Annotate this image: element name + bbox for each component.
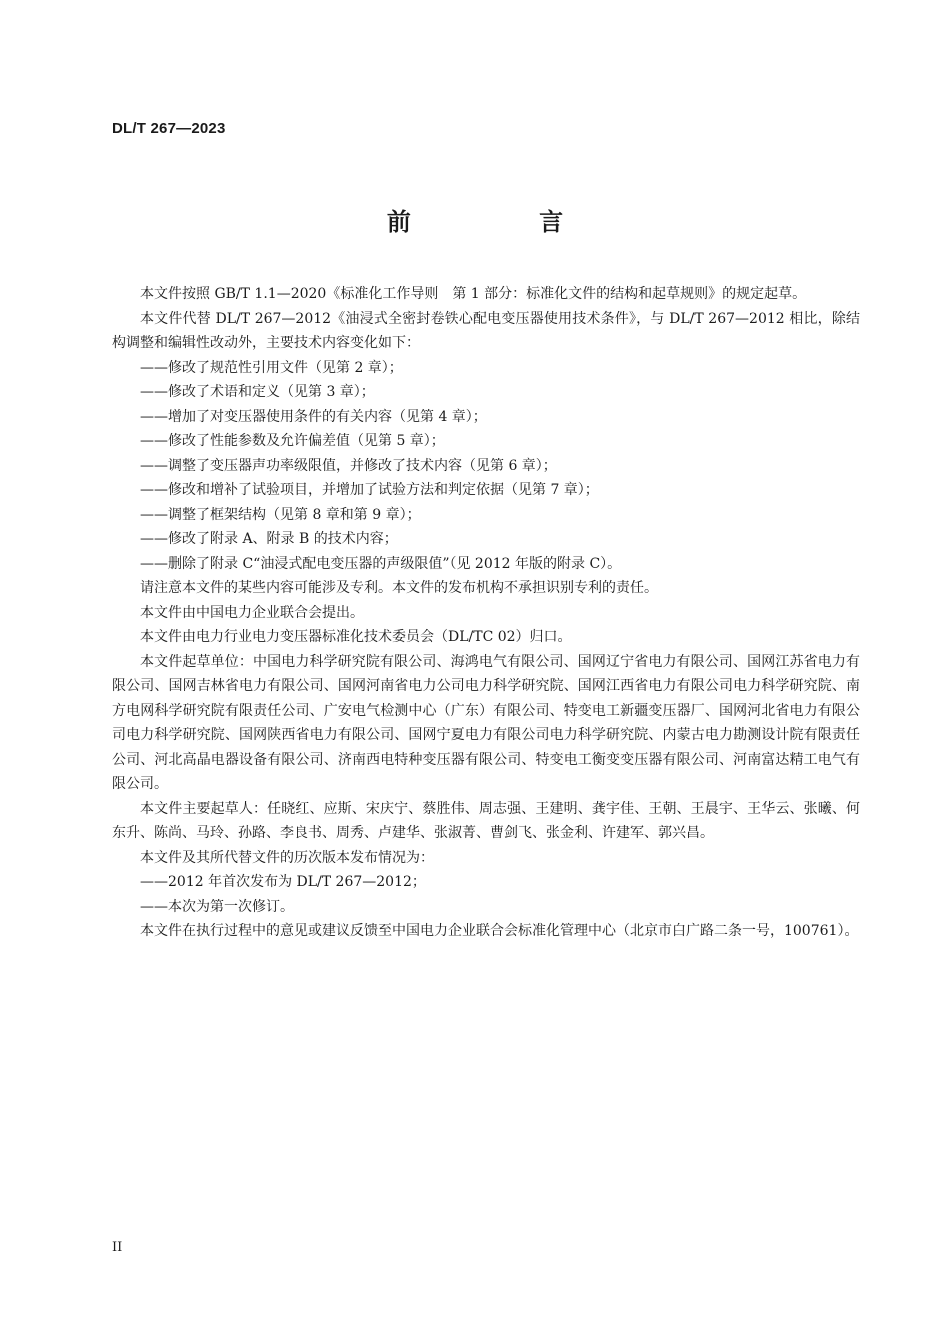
history-item: ——2012 年首次发布为 DL/T 267—2012；	[140, 874, 426, 890]
change-item: ——调整了变压器声功率级限值，并修改了技术内容（见第 6 章）；	[140, 457, 557, 474]
document-code: DL/T 267—2023	[112, 120, 226, 137]
paragraph-history: 本文件及其所代替文件的历次版本发布情况为：	[140, 849, 434, 866]
foreword-body	[112, 282, 860, 944]
paragraph-feedback: 本文件在执行过程中的意见或建议反馈至中国电力企业联合会标准化管理中心（北京市白广路二条一号，100761）。	[140, 923, 859, 939]
change-item: ——修改了术语和定义（见第 3 章）；	[140, 384, 375, 400]
page-number: II	[112, 1240, 123, 1255]
paragraph-replaces: 本文件代替 DL/T 267—2012《油浸式全密封卷铁心配电变压器使用技术条件》，与 DL/T 267—2012 相比，除结构调整和编辑性改动外，主要技术内容变化如下：	[112, 310, 860, 351]
paragraph-proposer: 本文件由中国电力企业联合会提出。	[140, 604, 364, 621]
paragraph-drafters: 本文件主要起草人：任晓红、应斯、宋庆宁、蔡胜伟、周志强、王建明、龚宇佳、王朝、王晨宇、王华云、张曦、何东升、陈尚、马玲、孙路、李良书、周秀、卢建华、张淑菁、曹剑飞、张金利、许建军、郭兴昌。	[112, 800, 860, 841]
change-item: ——修改了性能参数及允许偏差值（见第 5 章）；	[140, 433, 445, 449]
paragraph-committee: 本文件由电力行业电力变压器标准化技术委员会（DL/TC 02）归口。	[140, 629, 572, 645]
change-item: ——修改了规范性引用文件（见第 2 章）；	[140, 359, 403, 376]
change-item: ——删除了附录 C“油浸式配电变压器的声级限值”（见 2012 年版的附录 C）。	[140, 555, 622, 572]
change-item: ——修改了附录 A、附录 B 的技术内容；	[140, 531, 398, 547]
paragraph-patent-notice: 请注意本文件的某些内容可能涉及专利。本文件的发布机构不承担识别专利的责任。	[140, 580, 658, 596]
change-item: ——调整了框架结构（见第 8 章和第 9 章）；	[140, 506, 421, 523]
change-item: ——增加了对变压器使用条件的有关内容（见第 4 章）；	[140, 408, 487, 425]
page-title: 前 言	[386, 208, 624, 236]
history-item: ——本次为第一次修订。	[140, 898, 294, 915]
change-item: ——修改和增补了试验项目，并增加了试验方法和判定依据（见第 7 章）；	[140, 482, 599, 498]
paragraph-drafting-rules: 本文件按照 GB/T 1.1—2020《标准化工作导则 第 1 部分：标准化文件的结构和起草规则》的规定起草。	[140, 286, 807, 302]
paragraph-drafting-units: 本文件起草单位：中国电力科学研究院有限公司、海鸿电气有限公司、国网辽宁省电力有限公司、国网江苏省电力有限公司、国网吉林省电力有限公司、国网河南省电力公司电力科学研究院、国网江西省电力有限公司电力科学研究院、南方电网科学研究院有限责任公司、广安电气检测中心（广东）有限公司、特变电工新疆变压器厂、国网河北省电力有限公司电力科学研究院、国网陕西省电力有限公司、国网宁夏电力有限公司电力科学研究院、内蒙古电力勘测设计院有限责任公司、河北高晶电器设备有限公司、济南西电特种变压器有限公司、特变电工衡变变压器有限公司、河南富达精工电气有限公司。	[112, 653, 860, 792]
